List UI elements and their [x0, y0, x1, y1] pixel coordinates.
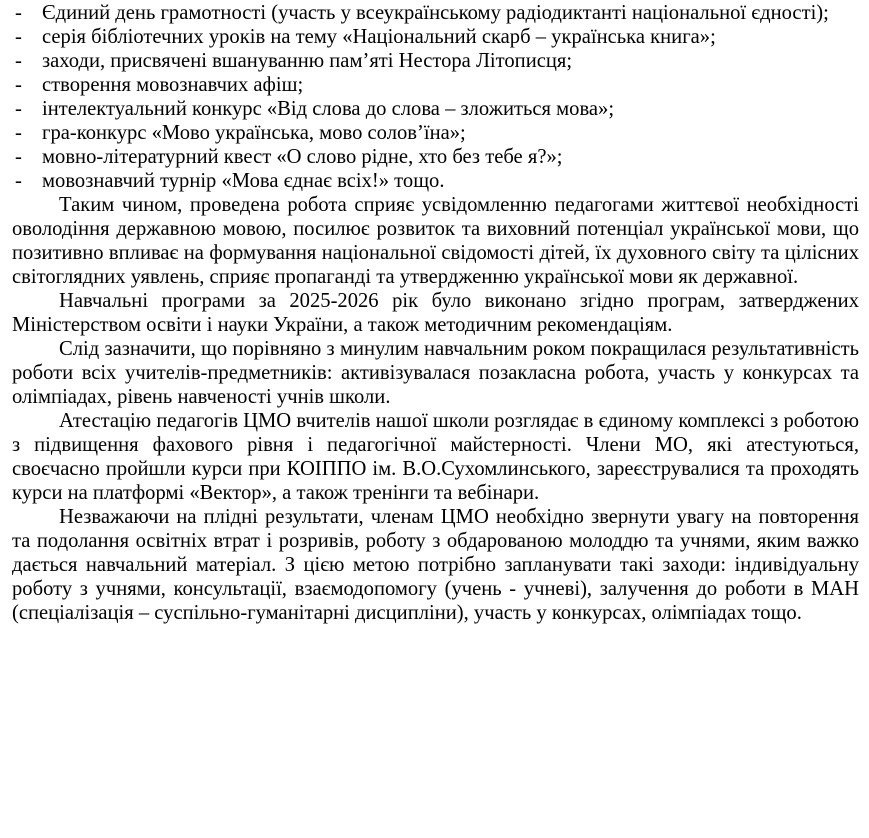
activities-list	[12, 1, 859, 193]
bullet-dash: -	[15, 170, 22, 192]
paragraph-conclusion: Таким чином, проведена робота сприяє усвідомленню педагогами життєвої необхідності оволодіння державною мовою, посилює розвиток та виховний потенціал української мови, що позитивно впливає на формування національної свідомості дітей, їх духовного світу та цілісних світоглядних уявлень, сприяє пропаганді та утвердженню української мови як державної.	[12, 194, 859, 288]
list-item	[12, 121, 859, 145]
list-item	[12, 49, 859, 73]
list-item-text: Єдиний день грамотності (участь у всеукраїнському радіодиктанті національної єдності);	[42, 2, 829, 24]
bullet-dash: -	[15, 146, 22, 168]
list-item	[12, 97, 859, 121]
paragraph-curricula: Навчальні програми за 2025-2026 рік було виконано згідно програм, затверджених Міністерством освіти і науки України, а також методичним рекомендаціям.	[12, 290, 859, 336]
bullet-dash: -	[15, 122, 22, 144]
list-item	[12, 73, 859, 97]
list-item-text: створення мовознавчих афіш;	[42, 74, 304, 96]
bullet-dash: -	[15, 2, 22, 24]
paragraph-attestation: Атестацію педагогів ЦМО вчителів нашої школи розглядає в єдиному комплексі з роботою з підвищення фахового рівня і педагогічної майстерності. Члени МО, які атестуються, своєчасно пройшли курси при КОІППО ім. В.О.Сухомлинського, зареєструвалися та проходять курси на платформі «Вектор», а також тренінги та вебінари.	[12, 410, 859, 504]
bullet-dash: -	[15, 98, 22, 120]
list-item-text: мовно-літературний квест «О слово рідне, хто без тебе я?»;	[42, 146, 563, 168]
list-item-text: гра-конкурс «Мово українська, мово солов’їна»;	[42, 122, 466, 144]
list-item-text: мовознавчий турнір «Мова єднає всіх!» тощо.	[42, 170, 445, 192]
bullet-dash: -	[15, 50, 22, 72]
list-item-text: серія бібліотечних уроків на тему «Національний скарб – українська книга»;	[42, 26, 716, 48]
list-item	[12, 145, 859, 169]
paragraph-next-steps: Незважаючи на плідні результати, членам ЦМО необхідно звернути увагу на повторення та подолання освітніх втрат і розривів, роботу з обдарованою молоддю та учнями, яким важко дається навчальний матеріал. З цією метою потрібно запланувати такі заходи: індивідуальну роботу з учнями, консультації, взаємодопомогу (учень - учневі), залучення до роботи в МАН (спеціалізація – суспільно-гуманітарні дисципліни), участь у конкурсах, олімпіадах тощо.	[12, 506, 859, 624]
list-item-text: заходи, присвячені вшануванню пам’яті Нестора Літописця;	[42, 50, 573, 72]
paragraph-performance: Слід зазначити, що порівняно з минулим навчальним роком покращилася результативність роботи всіх учителів-предметників: активізувалася позакласна робота, участь у конкурсах та олімпіадах, рівень навченості учнів школи.	[12, 338, 859, 408]
bullet-dash: -	[15, 26, 22, 48]
bullet-dash: -	[15, 74, 22, 96]
list-item	[12, 25, 859, 49]
list-item	[12, 1, 859, 25]
list-item	[12, 169, 859, 193]
list-item-text: інтелектуальний конкурс «Від слова до слова – зложиться мова»;	[42, 98, 615, 120]
